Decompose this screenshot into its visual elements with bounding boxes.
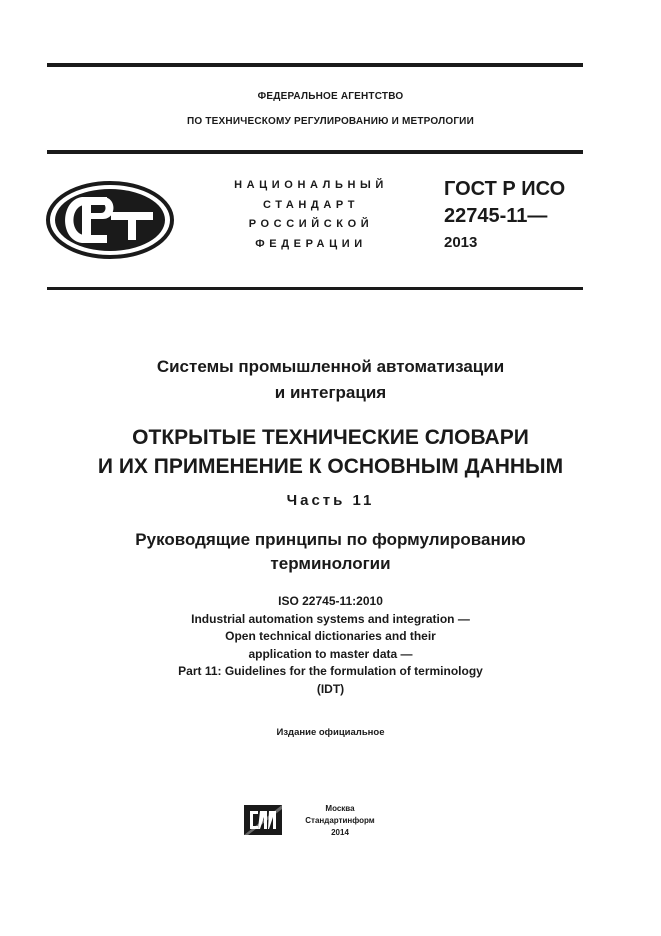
standard-line-2: СТАНДАРТ [262, 198, 360, 211]
main-title-line-1: ОТКРЫТЫЕ ТЕХНИЧЕСКИЕ СЛОВАРИ [132, 426, 529, 449]
standard-line-4: ФЕДЕРАЦИИ [255, 237, 367, 250]
gost-designation-line-2: 22745-11— [444, 205, 548, 227]
iso-line-2: Industrial automation systems and integration — [191, 611, 470, 626]
rst-logo [45, 181, 175, 259]
guide-line-2: терминологии [270, 554, 391, 573]
header-rule [47, 150, 583, 154]
publisher-city: Москва [325, 804, 355, 813]
iso-line-3: Open technical dictionaries and their [225, 629, 436, 643]
gost-designation [444, 176, 565, 230]
publisher-info [294, 803, 386, 839]
subtitle-line-1: Системы промышленной автоматизации [156, 357, 505, 376]
part-number: Часть 11 [286, 492, 375, 509]
gost-designation-line-1: ГОСТ Р ИСО [444, 178, 566, 200]
standartinform-logo [244, 805, 282, 835]
agency-line-1: ФЕДЕРАЛЬНОЕ АГЕНТСТВО [257, 91, 404, 102]
standard-block-rule [47, 287, 583, 290]
edition-label: Издание официальное [276, 727, 385, 738]
iso-line-1: ISO 22745-11:2010 [278, 594, 383, 608]
subtitle-line-2: и интеграция [274, 383, 387, 402]
iso-line-4: application to master data — [248, 646, 413, 661]
agency-line-2: ПО ТЕХНИЧЕСКОМУ РЕГУЛИРОВАНИЮ И МЕТРОЛОГИИ [187, 116, 474, 127]
guide-line-1: Руководящие принципы по формулированию [135, 530, 526, 549]
standard-line-1: НАЦИОНАЛЬНЫЙ [234, 179, 388, 191]
publisher-year: 2014 [331, 828, 349, 837]
gost-year: 2013 [444, 234, 478, 251]
iso-line-6: (IDT) [316, 681, 345, 696]
top-rule [47, 63, 583, 67]
standard-line-3: РОССИЙСКОЙ [248, 218, 374, 230]
publisher-name: Стандартинформ [305, 816, 375, 825]
iso-line-5: Part 11: Guidelines for the formulation of terminology [178, 664, 483, 678]
main-title-line-2: И ИХ ПРИМЕНЕНИЕ К ОСНОВНЫМ ДАННЫМ [97, 455, 564, 478]
